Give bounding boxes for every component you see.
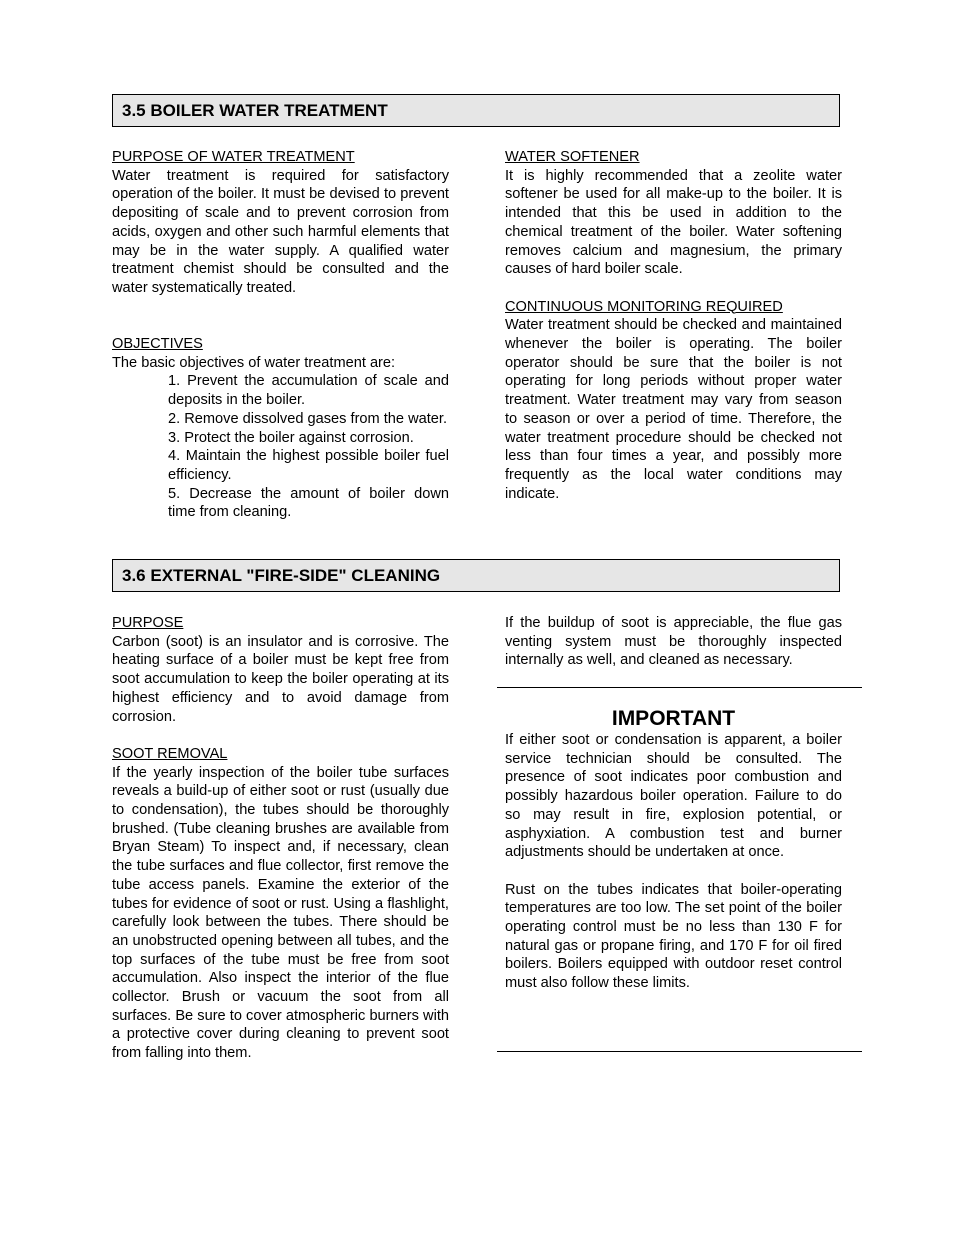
soot-removal-heading: SOOT REMOVAL — [112, 745, 228, 762]
objective-item: 4. Maintain the highest possible boiler fuel efficiency. — [168, 448, 449, 483]
water-softener-text: It is highly recommended that a zeolite water softener be used for all make-up to the boiler. It is intended that this be used in addition to the chemical treatment of the boiler. Water softening removes calcium and magnesium, the primary causes of hard boiler scale. — [505, 167, 842, 278]
purpose-water-treatment-text: Water treatment is required for satisfactory operation of the boiler. It must be devised to prevent depositing of scale and to prevent corrosion from acids, oxygen and other such harmful elements that may be in the water supply. A qualified water treatment chemist should be consulted and the water systematically treated. — [112, 167, 449, 296]
section-3-6-header — [112, 559, 840, 592]
important-box — [505, 707, 842, 993]
objectives-list — [112, 372, 449, 522]
s36-left-column — [112, 614, 449, 1063]
objective-item: 2. Remove dissolved gases from the water. — [168, 410, 448, 427]
buildup-text: If the buildup of soot is appreciable, the flue gas venting system must be thoroughly inspected internally as well, and cleaned as necessary. — [505, 615, 842, 669]
objectives-intro: The basic objectives of water treatment are: — [112, 354, 396, 371]
s35-right-column — [505, 148, 842, 503]
purpose-text: Carbon (soot) is an insulator and is corrosive. The heating surface of a boiler must be kept free from soot accumulation to keep the boiler operating at its highest efficiency and to avoid damage from corrosion. — [112, 633, 449, 725]
important-top-rule — [497, 687, 862, 688]
continuous-monitoring-heading: CONTINUOUS MONITORING REQUIRED — [505, 298, 783, 315]
soot-removal-text: If the yearly inspection of the boiler tube surfaces reveals a build-up of either soot or rust (usually due to condensation), the tubes should be thoroughly brushed. (Tube cleaning brushes are available from Bryan Steam) To inspect and, if necessary, clean the tube surfaces and flue collector, first remove the tube access panels. Examine the exterior of the tubes for evidence of soot or rust. Using a flashlight, carefully look between the tubes. There should be an unobstructed opening between all tubes, and the top surfaces of the tube must be free from soot accumulation. Also inspect the interior of the flue collector. Brush or vacuum the soot from all surfaces. Be sure to cover atmospheric burners with a protective cover during cleaning to prevent soot from falling into them. — [112, 764, 449, 1062]
important-text-2: Rust on the tubes indicates that boiler-operating temperatures are too low. The set point of the boiler operating control must be no less than 130 F for natural gas or propane firing, and 170 F for oil fired boilers. Boilers equipped with outdoor reset control must also follow these limits. — [505, 881, 842, 992]
section-3-6-title: 3.6 EXTERNAL "FIRE-SIDE" CLEANING — [122, 566, 441, 585]
important-text-1: If either soot or condensation is apparent, a boiler service technician should be consulted. The presence of soot indicates poor combustion and possibly hazardous boiler operation. Failure to do so may result in fire, explosion potential, or asphyxiation. A combustion test and burner adjustments should be undertaken at once. — [505, 732, 842, 861]
objective-item: 5. Decrease the amount of boiler down time from cleaning. — [168, 485, 449, 521]
section-3-5-header — [112, 94, 840, 127]
continuous-monitoring-text: Water treatment should be checked and maintained whenever the boiler is operating. The boiler operator should be sure that the boiler is not operating for long periods without proper water treatment. Water treatment may vary from season to season or over a period of time. Therefore, the water treatment procedure should be checked not less than four times a year, and possibly more frequently as the local water conditions may indicate. — [505, 317, 842, 502]
section-3-5-title: 3.5 BOILER WATER TREATMENT — [122, 101, 388, 120]
water-softener-heading: WATER SOFTENER — [505, 149, 640, 165]
s35-left-column — [112, 148, 449, 298]
objectives-block — [112, 335, 449, 522]
purpose-water-treatment-heading: PURPOSE OF WATER TREATMENT — [112, 149, 355, 165]
objective-item: 3. Protect the boiler against corrosion. — [168, 429, 414, 446]
purpose-heading: PURPOSE — [112, 615, 184, 631]
objectives-heading: OBJECTIVES — [112, 336, 203, 352]
s36-right-column — [505, 614, 842, 670]
objective-item: 1. Prevent the accumulation of scale and deposits in the boiler. — [168, 373, 449, 409]
important-title: IMPORTANT — [611, 707, 736, 730]
important-bottom-rule — [497, 1051, 862, 1052]
